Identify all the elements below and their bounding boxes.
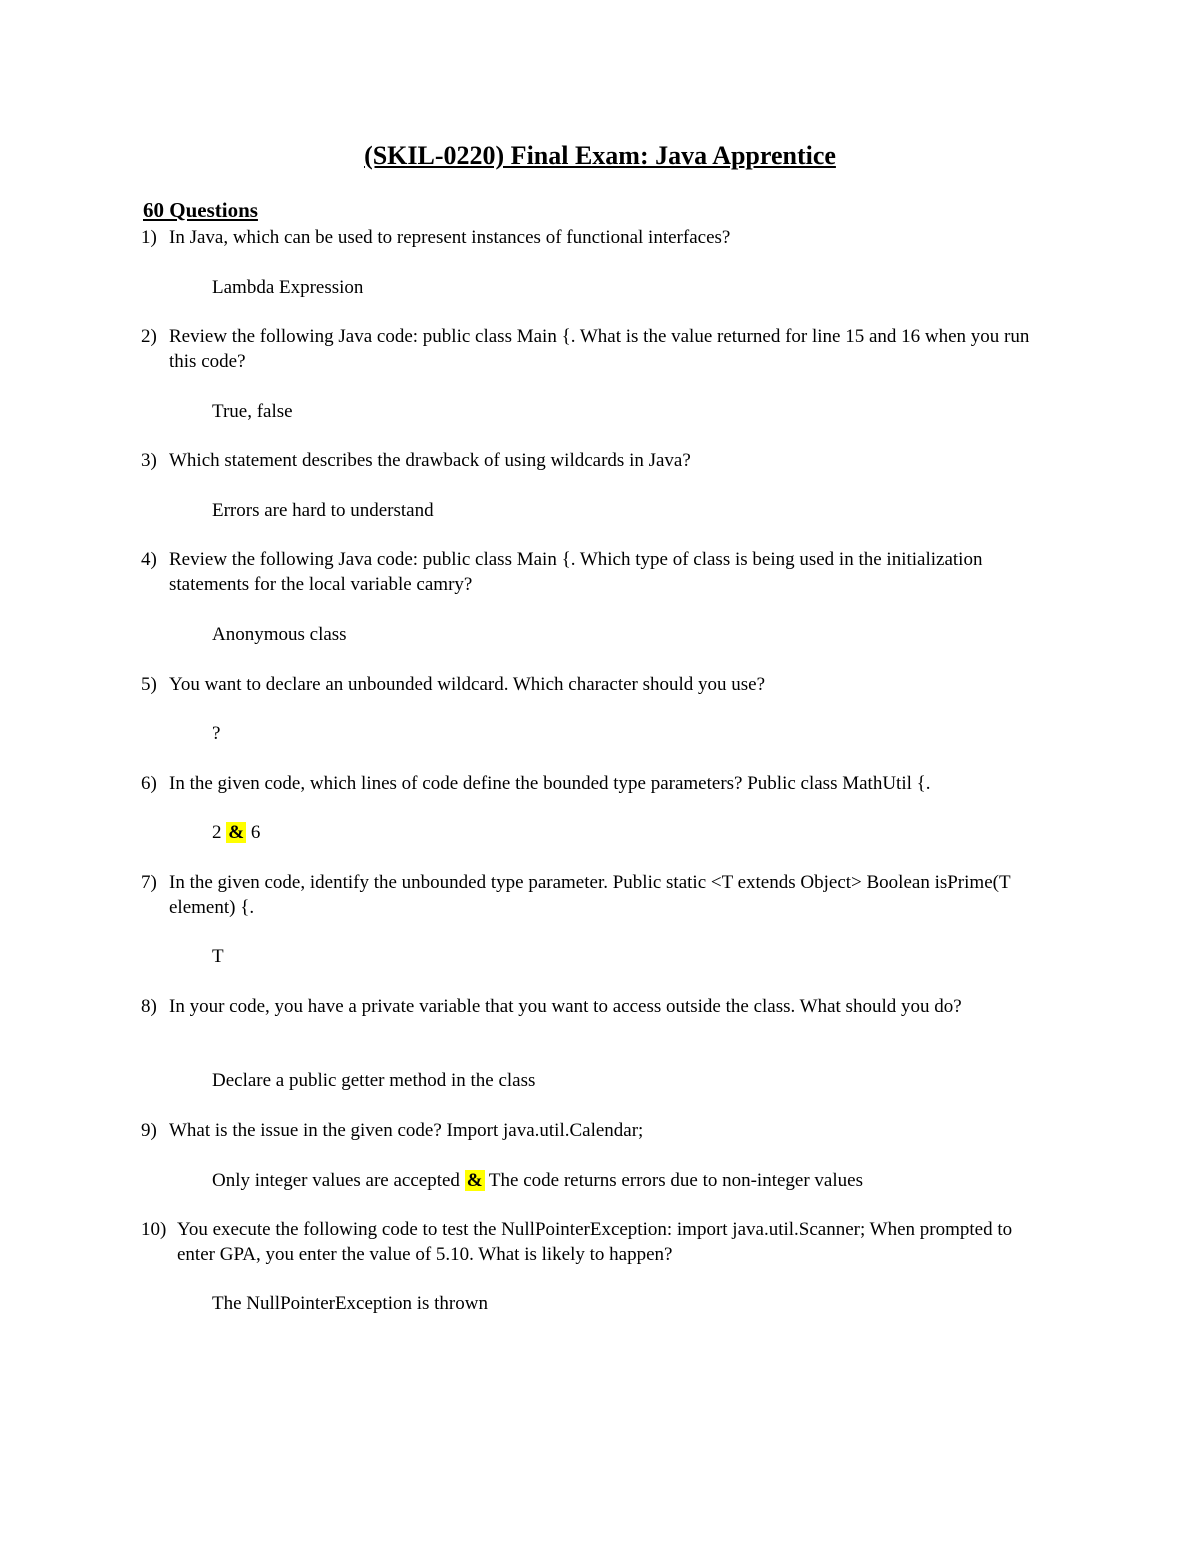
answer-7: T [212, 946, 224, 967]
answer-3: Errors are hard to understand [212, 500, 434, 521]
answer-text: The code returns errors due to non-integer values [484, 1170, 863, 1191]
question-number: 6) [141, 773, 157, 794]
question-text: Review the following Java code: public class Main {. Which type of class is being used in the initialization statements for the local variable camry? [169, 549, 983, 595]
question-number: 3) [141, 450, 157, 471]
answer-5: ? [212, 723, 221, 744]
highlighted-ampersand: & [228, 822, 245, 843]
question-number: 5) [141, 674, 157, 695]
question-number: 1) [141, 227, 157, 248]
question-text: You execute the following code to test the NullPointerException: import java.util.Scanner; When prompted to enter GPA, you enter the value of 5.10. What is likely to happen? [177, 1219, 1013, 1265]
answer-text: 6 [246, 822, 261, 843]
answer-text: 2 [212, 822, 227, 843]
question-text: In the given code, which lines of code define the bounded type parameters? Public class MathUtil {. [169, 773, 931, 794]
answer-6 [212, 820, 260, 845]
question-number: 7) [141, 872, 157, 893]
question-number: 9) [141, 1120, 157, 1141]
question-count-heading: 60 Questions [143, 198, 258, 222]
question-number: 4) [141, 549, 157, 570]
question-text: In your code, you have a private variable that you want to access outside the class. What should you do? [169, 996, 962, 1017]
question-text: Which statement describes the drawback of using wildcards in Java? [169, 450, 691, 471]
answer-8: Declare a public getter method in the class [212, 1070, 536, 1091]
question-number: 2) [141, 326, 157, 347]
answer-2: True, false [212, 401, 293, 422]
answer-9 [212, 1168, 863, 1193]
question-number: 10) [141, 1219, 167, 1240]
answer-10: The NullPointerException is thrown [212, 1293, 488, 1314]
question-text: In the given code, identify the unbounded type parameter. Public static <T extends Object> Boolean isPrime(T element) {. [169, 872, 1011, 918]
question-number: 8) [141, 996, 157, 1017]
answer-1: Lambda Expression [212, 277, 364, 298]
question-text: You want to declare an unbounded wildcard. Which character should you use? [169, 674, 766, 695]
highlighted-ampersand: & [466, 1170, 483, 1191]
question-text: Review the following Java code: public class Main {. What is the value returned for line 15 and 16 when you run this code? [169, 326, 1030, 372]
question-text: In Java, which can be used to represent instances of functional interfaces? [169, 227, 731, 248]
answer-4: Anonymous class [212, 624, 347, 645]
page-title: (SKIL-0220) Final Exam: Java Apprentice [364, 141, 836, 170]
answer-text: Only integer values are accepted [212, 1170, 465, 1191]
question-text: What is the issue in the given code? Import java.util.Calendar; [169, 1120, 644, 1141]
